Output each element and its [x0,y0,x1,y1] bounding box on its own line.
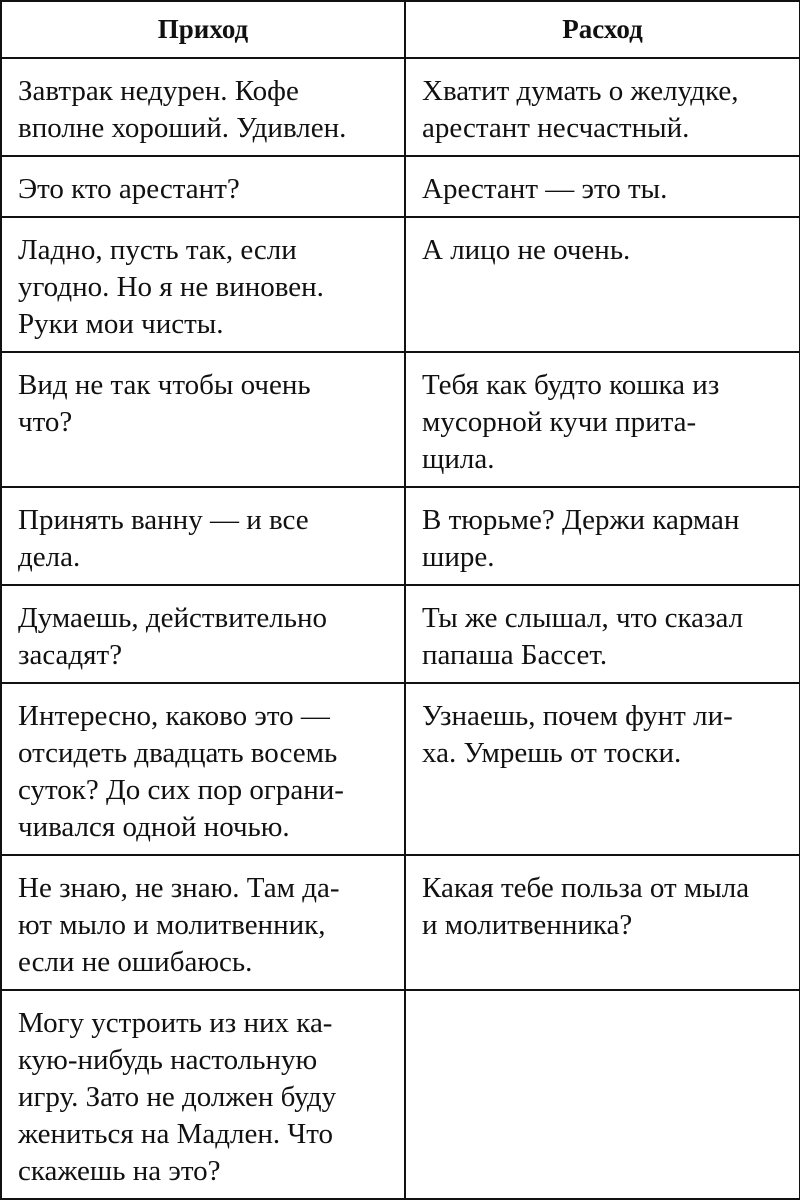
table-row [1,683,800,855]
income-text-line: дела. [18,541,81,573]
income-text-line: Думаешь, действительно [18,602,328,634]
income-cell [1,855,405,990]
expense-text-line: мусорной кучи прита- [422,406,697,438]
expense-cell [405,855,800,990]
expense-text-line: Ты же слышал, что сказал [422,602,744,634]
income-cell [1,352,405,487]
table-row [1,217,800,352]
income-text-line: отсидеть двадцать восемь [18,737,338,769]
income-cell [1,585,405,683]
expense-text-line: арестант несчастный. [422,112,690,144]
expense-text-line: и молитвенника? [422,909,633,941]
table-row [1,855,800,990]
income-text-line: чивался одной ночью. [18,811,290,843]
income-cell [1,990,405,1199]
income-text-line: засадят? [18,639,123,671]
table-header [1,1,800,58]
income-text-line: Вид не так чтобы очень [18,369,311,401]
income-text-line: ют мыло и молитвенник, [18,909,326,941]
income-text-line: Руки мои чисты. [18,308,224,340]
expense-cell [405,58,800,156]
expense-text-line: Какая тебе польза от мыла [422,872,750,904]
expense-cell [405,487,800,585]
income-text-line: Принять ванну — и все [18,504,309,536]
expense-cell [405,683,800,855]
income-text-line: что? [18,406,73,438]
expense-text-line: Арестант — это ты. [422,173,668,205]
income-cell [1,683,405,855]
income-text-line: Не знаю, не знаю. Там да- [18,872,340,904]
income-text-line: Могу устроить из них ка- [18,1007,333,1039]
expense-text-line: Хватит думать о желудке, [422,75,739,107]
table-row [1,990,800,1199]
expense-text-line: Узнаешь, почем фунт ли- [422,700,733,732]
expense-cell [405,217,800,352]
table-row [1,352,800,487]
income-text-line: Ладно, пусть так, если [18,234,297,266]
income-text-line: игру. Зато не должен буду [18,1081,337,1113]
income-text-line: жениться на Мадлен. Что [18,1118,333,1150]
expense-text-line: щила. [422,443,495,475]
header-row [1,1,800,58]
expense-text-line: папаша Бассет. [422,639,608,671]
expense-cell [405,352,800,487]
income-cell [1,217,405,352]
income-text-line: суток? До сих пор ограни- [18,774,344,806]
expense-text-line: шире. [422,541,495,573]
income-text-line: если не ошибаюсь. [18,946,253,978]
income-cell [1,58,405,156]
table-row [1,58,800,156]
table-row [1,585,800,683]
income-text-line: скажешь на это? [18,1155,221,1187]
income-text-line: Интересно, каково это — [18,700,330,732]
expense-cell [405,990,800,1199]
expense-text-line: А лицо не очень. [422,234,631,266]
expense-text-line: Тебя как будто кошка из [422,369,720,401]
income-text-line: угодно. Но я не виновен. [18,271,324,303]
expense-cell [405,585,800,683]
table-body [1,58,800,1199]
income-cell [1,156,405,217]
income-text-line: Это кто арестант? [18,173,240,205]
expense-text-line: В тюрьме? Держи карман [422,504,740,536]
table-row [1,156,800,217]
income-cell [1,487,405,585]
income-text-line: кую-нибудь настольную [18,1044,318,1076]
income-text-line: вполне хороший. Удивлен. [18,112,347,144]
income-text-line: Завтрак недурен. Кофе [18,75,299,107]
income-column-header: Приход [1,1,405,58]
expense-cell [405,156,800,217]
table-row [1,487,800,585]
expense-column-header: Расход [405,1,800,58]
expense-text-line: ха. Умрешь от тоски. [422,737,682,769]
